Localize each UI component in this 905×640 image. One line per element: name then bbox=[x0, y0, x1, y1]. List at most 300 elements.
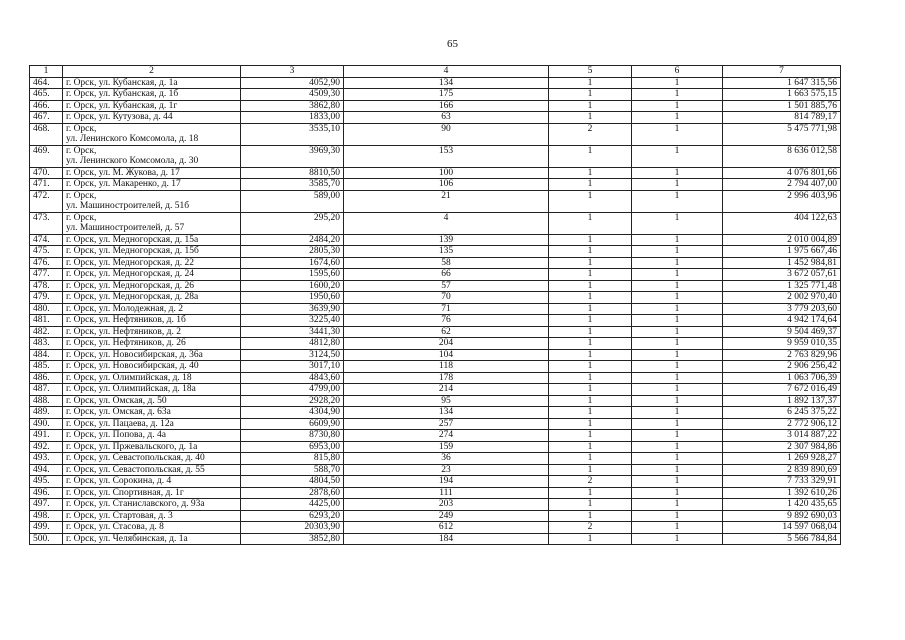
address-line: г. Орск, ул. Челябинская, д. 1а bbox=[66, 533, 188, 544]
col6-cell: 1 bbox=[632, 246, 723, 258]
col6-cell: 1 bbox=[632, 499, 723, 511]
col5-cell: 1 bbox=[549, 234, 632, 246]
address-line: г. Орск, ул. Спортивная, д. 1г bbox=[66, 487, 184, 498]
table-row bbox=[30, 315, 841, 327]
row-number: 488. bbox=[30, 395, 63, 407]
address-line: г. Орск, bbox=[66, 123, 97, 134]
address-cell bbox=[63, 418, 241, 430]
row-number: 466. bbox=[30, 100, 63, 112]
address-cell bbox=[63, 280, 241, 292]
address-line: г. Орск, ул. Новосибирская, д. 36а bbox=[66, 349, 203, 360]
address-cell bbox=[63, 441, 241, 453]
row-number: 464. bbox=[30, 77, 63, 89]
address-cell bbox=[63, 212, 241, 234]
col6-cell: 1 bbox=[632, 123, 723, 145]
amount-cell: 2 839 890,69 bbox=[723, 464, 841, 476]
row-number: 491. bbox=[30, 430, 63, 442]
col5-cell: 2 bbox=[549, 123, 632, 145]
address-line: г. Орск, ул. Пацаева, д. 12а bbox=[66, 418, 174, 429]
row-number: 483. bbox=[30, 338, 63, 350]
row-number: 477. bbox=[30, 269, 63, 281]
address-cell bbox=[63, 145, 241, 167]
table-row bbox=[30, 167, 841, 179]
address-line: г. Орск, ул. Медногорская, д. 15б bbox=[66, 246, 199, 256]
address-line: г. Орск, ул. Нефтяников, д. 26 bbox=[66, 338, 186, 348]
area-cell: 588,70 bbox=[241, 464, 344, 476]
table-row bbox=[30, 89, 841, 101]
col5-cell: 1 bbox=[549, 145, 632, 167]
column-header: 4 bbox=[344, 66, 549, 78]
col5-cell: 2 bbox=[549, 476, 632, 488]
column-header: 1 bbox=[30, 66, 63, 78]
col5-cell: 1 bbox=[549, 361, 632, 373]
table-row bbox=[30, 384, 841, 396]
row-number: 489. bbox=[30, 407, 63, 419]
count-cell: 134 bbox=[344, 77, 549, 89]
row-number: 490. bbox=[30, 418, 63, 430]
count-cell: 153 bbox=[344, 145, 549, 167]
address-cell bbox=[63, 315, 241, 327]
col5-cell: 1 bbox=[549, 212, 632, 234]
address-cell bbox=[63, 338, 241, 350]
address-line: ул. Машиностроителей, д. 51б bbox=[66, 201, 190, 211]
area-cell: 2928,20 bbox=[241, 395, 344, 407]
amount-cell: 7 733 329,91 bbox=[723, 476, 841, 488]
column-header: 7 bbox=[723, 66, 841, 78]
table-row bbox=[30, 510, 841, 522]
col5-cell: 1 bbox=[549, 179, 632, 191]
amount-cell: 4 076 801,66 bbox=[723, 167, 841, 179]
col5-cell: 1 bbox=[549, 464, 632, 476]
area-cell: 2805,30 bbox=[241, 246, 344, 258]
column-header: 6 bbox=[632, 66, 723, 78]
address-line: г. Орск, ул. Нефтяников, д. 1б bbox=[66, 315, 186, 325]
area-cell: 3225,40 bbox=[241, 315, 344, 327]
row-number: 497. bbox=[30, 499, 63, 511]
table-row bbox=[30, 77, 841, 89]
area-cell: 3852,80 bbox=[241, 533, 344, 545]
address-cell bbox=[63, 361, 241, 373]
col6-cell: 1 bbox=[632, 349, 723, 361]
col6-cell: 1 bbox=[632, 384, 723, 396]
col5-cell: 1 bbox=[549, 100, 632, 112]
count-cell: 274 bbox=[344, 430, 549, 442]
amount-cell: 1 452 984,81 bbox=[723, 257, 841, 269]
count-cell: 36 bbox=[344, 453, 549, 465]
table-row bbox=[30, 145, 841, 167]
count-cell: 70 bbox=[344, 292, 549, 304]
row-number: 500. bbox=[30, 533, 63, 545]
amount-cell: 8 636 012,58 bbox=[723, 145, 841, 167]
area-cell: 3585,70 bbox=[241, 179, 344, 191]
amount-cell: 1 325 771,48 bbox=[723, 280, 841, 292]
area-cell: 4799,00 bbox=[241, 384, 344, 396]
col6-cell: 1 bbox=[632, 430, 723, 442]
address-line: г. Орск, ул. Севастопольская, д. 55 bbox=[66, 464, 205, 475]
col5-cell: 1 bbox=[549, 499, 632, 511]
area-cell: 3862,80 bbox=[241, 100, 344, 112]
address-cell bbox=[63, 384, 241, 396]
col5-cell: 1 bbox=[549, 453, 632, 465]
col6-cell: 1 bbox=[632, 338, 723, 350]
count-cell: 257 bbox=[344, 418, 549, 430]
address-line: г. Орск, ул. Медногорская, д. 24 bbox=[66, 269, 194, 279]
row-number: 499. bbox=[30, 522, 63, 534]
column-header: 2 bbox=[63, 66, 241, 78]
row-number: 471. bbox=[30, 179, 63, 191]
table-row bbox=[30, 179, 841, 191]
table-row bbox=[30, 499, 841, 511]
amount-cell: 2 772 906,12 bbox=[723, 418, 841, 430]
row-number: 492. bbox=[30, 441, 63, 453]
row-number: 493. bbox=[30, 453, 63, 465]
area-cell: 4509,30 bbox=[241, 89, 344, 101]
row-number: 469. bbox=[30, 145, 63, 167]
row-number: 495. bbox=[30, 476, 63, 488]
address-cell bbox=[63, 522, 241, 534]
address-cell bbox=[63, 112, 241, 124]
col5-cell: 1 bbox=[549, 510, 632, 522]
col6-cell: 1 bbox=[632, 441, 723, 453]
col5-cell: 1 bbox=[549, 246, 632, 258]
row-number: 465. bbox=[30, 89, 63, 101]
area-cell: 6293,20 bbox=[241, 510, 344, 522]
row-number: 481. bbox=[30, 315, 63, 327]
address-line: г. Орск, ул. Сорокина, д. 4 bbox=[66, 476, 172, 486]
table-row bbox=[30, 395, 841, 407]
count-cell: 166 bbox=[344, 100, 549, 112]
area-cell: 4843,60 bbox=[241, 372, 344, 384]
table-row bbox=[30, 464, 841, 476]
count-cell: 106 bbox=[344, 179, 549, 191]
col5-cell: 1 bbox=[549, 292, 632, 304]
count-cell: 214 bbox=[344, 384, 549, 396]
table-row bbox=[30, 430, 841, 442]
address-cell bbox=[63, 89, 241, 101]
col5-cell: 1 bbox=[549, 303, 632, 315]
col6-cell: 1 bbox=[632, 212, 723, 234]
row-number: 496. bbox=[30, 487, 63, 499]
address-cell bbox=[63, 326, 241, 338]
col6-cell: 1 bbox=[632, 280, 723, 292]
area-cell: 6953,00 bbox=[241, 441, 344, 453]
address-line: г. Орск, ул. Попова, д. 4а bbox=[66, 430, 166, 440]
col6-cell: 1 bbox=[632, 453, 723, 465]
col5-cell: 1 bbox=[549, 112, 632, 124]
amount-cell: 2 307 984,86 bbox=[723, 441, 841, 453]
row-number: 474. bbox=[30, 234, 63, 246]
count-cell: 58 bbox=[344, 257, 549, 269]
row-number: 486. bbox=[30, 372, 63, 384]
amount-cell: 3 779 203,60 bbox=[723, 303, 841, 315]
area-cell: 295,20 bbox=[241, 212, 344, 234]
table-row bbox=[30, 292, 841, 304]
address-line: г. Орск, bbox=[66, 145, 97, 156]
area-cell: 6609,90 bbox=[241, 418, 344, 430]
area-cell: 4052,90 bbox=[241, 77, 344, 89]
area-cell: 8730,80 bbox=[241, 430, 344, 442]
amount-cell: 1 975 667,46 bbox=[723, 246, 841, 258]
table-row bbox=[30, 487, 841, 499]
amount-cell: 1 501 885,76 bbox=[723, 100, 841, 112]
address-cell bbox=[63, 167, 241, 179]
col6-cell: 1 bbox=[632, 361, 723, 373]
area-cell: 3639,90 bbox=[241, 303, 344, 315]
address-line: г. Орск, ул. Олимпийская, д. 18 bbox=[66, 372, 192, 383]
row-number: 468. bbox=[30, 123, 63, 145]
area-cell: 4812,80 bbox=[241, 338, 344, 350]
address-line: г. Орск, ул. Медногорская, д. 22 bbox=[66, 257, 194, 268]
address-cell bbox=[63, 510, 241, 522]
address-line: г. Орск, ул. Молодежная, д. 2 bbox=[66, 303, 184, 314]
address-cell bbox=[63, 430, 241, 442]
area-cell: 2878,60 bbox=[241, 487, 344, 499]
count-cell: 95 bbox=[344, 395, 549, 407]
address-cell bbox=[63, 190, 241, 212]
area-cell: 4304,90 bbox=[241, 407, 344, 419]
amount-cell: 814 789,17 bbox=[723, 112, 841, 124]
count-cell: 4 bbox=[344, 212, 549, 234]
address-line: г. Орск, bbox=[66, 212, 97, 223]
area-cell: 4804,50 bbox=[241, 476, 344, 488]
address-line: г. Орск, ул. Омская, д. 63а bbox=[66, 407, 171, 417]
col6-cell: 1 bbox=[632, 100, 723, 112]
area-cell: 3969,30 bbox=[241, 145, 344, 167]
header-row bbox=[30, 66, 841, 78]
table-row bbox=[30, 112, 841, 124]
row-number: 498. bbox=[30, 510, 63, 522]
table-row bbox=[30, 476, 841, 488]
col6-cell: 1 bbox=[632, 395, 723, 407]
count-cell: 194 bbox=[344, 476, 549, 488]
count-cell: 612 bbox=[344, 522, 549, 534]
address-cell bbox=[63, 499, 241, 511]
col6-cell: 1 bbox=[632, 292, 723, 304]
col6-cell: 1 bbox=[632, 372, 723, 384]
table-row bbox=[30, 280, 841, 292]
row-number: 472. bbox=[30, 190, 63, 212]
area-cell: 589,00 bbox=[241, 190, 344, 212]
address-cell bbox=[63, 487, 241, 499]
address-cell bbox=[63, 303, 241, 315]
address-line: г. Орск, bbox=[66, 190, 97, 201]
table-row bbox=[30, 246, 841, 258]
amount-cell: 1 663 575,15 bbox=[723, 89, 841, 101]
col6-cell: 1 bbox=[632, 418, 723, 430]
table-row bbox=[30, 418, 841, 430]
column-header: 5 bbox=[549, 66, 632, 78]
amount-cell: 5 566 784,84 bbox=[723, 533, 841, 545]
col6-cell: 1 bbox=[632, 464, 723, 476]
address-line: г. Орск, ул. Стартовая, д. 3 bbox=[66, 510, 173, 521]
row-number: 485. bbox=[30, 361, 63, 373]
amount-cell: 1 392 610,26 bbox=[723, 487, 841, 499]
address-line: г. Орск, ул. Медногорская, д. 28а bbox=[66, 292, 199, 302]
count-cell: 118 bbox=[344, 361, 549, 373]
count-cell: 71 bbox=[344, 303, 549, 315]
area-cell: 2484,20 bbox=[241, 234, 344, 246]
address-cell bbox=[63, 407, 241, 419]
address-line: г. Орск, ул. Медногорская, д. 26 bbox=[66, 280, 194, 291]
col5-cell: 1 bbox=[549, 418, 632, 430]
amount-cell: 2 763 829,96 bbox=[723, 349, 841, 361]
col5-cell: 1 bbox=[549, 349, 632, 361]
count-cell: 178 bbox=[344, 372, 549, 384]
address-cell bbox=[63, 77, 241, 89]
amount-cell: 404 122,63 bbox=[723, 212, 841, 234]
col6-cell: 1 bbox=[632, 487, 723, 499]
table-row bbox=[30, 407, 841, 419]
row-number: 484. bbox=[30, 349, 63, 361]
table-row bbox=[30, 361, 841, 373]
table-row bbox=[30, 269, 841, 281]
table-row bbox=[30, 453, 841, 465]
row-number: 476. bbox=[30, 257, 63, 269]
row-number: 487. bbox=[30, 384, 63, 396]
area-cell: 3124,50 bbox=[241, 349, 344, 361]
address-line: г. Орск, ул. М. Жукова, д. 17 bbox=[66, 167, 180, 178]
col6-cell: 1 bbox=[632, 112, 723, 124]
table-row bbox=[30, 372, 841, 384]
amount-cell: 1 892 137,37 bbox=[723, 395, 841, 407]
count-cell: 62 bbox=[344, 326, 549, 338]
count-cell: 104 bbox=[344, 349, 549, 361]
table-row bbox=[30, 234, 841, 246]
count-cell: 135 bbox=[344, 246, 549, 258]
address-line: г. Орск, ул. Макаренко, д. 17 bbox=[66, 179, 181, 189]
page-number: 65 bbox=[447, 38, 458, 50]
address-cell bbox=[63, 453, 241, 465]
area-cell: 1950,60 bbox=[241, 292, 344, 304]
count-cell: 139 bbox=[344, 234, 549, 246]
area-cell: 8810,50 bbox=[241, 167, 344, 179]
address-line: г. Орск, ул. Кубанская, д. 1г bbox=[66, 100, 178, 111]
address-line: ул. Машиностроителей, д. 57 bbox=[66, 223, 185, 233]
count-cell: 23 bbox=[344, 464, 549, 476]
address-line: ул. Ленинского Комсомола, д. 30 bbox=[66, 156, 199, 166]
col5-cell: 1 bbox=[549, 338, 632, 350]
amount-cell: 7 672 016,49 bbox=[723, 384, 841, 396]
amount-cell: 14 597 068,04 bbox=[723, 522, 841, 534]
count-cell: 203 bbox=[344, 499, 549, 511]
amount-cell: 3 672 057,61 bbox=[723, 269, 841, 281]
col6-cell: 1 bbox=[632, 257, 723, 269]
col5-cell: 1 bbox=[549, 533, 632, 545]
col5-cell: 1 bbox=[549, 326, 632, 338]
amount-cell: 2 906 256,42 bbox=[723, 361, 841, 373]
address-line: г. Орск, ул. Олимпийская, д. 18а bbox=[66, 384, 196, 394]
col5-cell: 1 bbox=[549, 487, 632, 499]
count-cell: 249 bbox=[344, 510, 549, 522]
col5-cell: 1 bbox=[549, 257, 632, 269]
row-number: 494. bbox=[30, 464, 63, 476]
area-cell: 20303,90 bbox=[241, 522, 344, 534]
address-cell bbox=[63, 123, 241, 145]
amount-cell: 6 245 375,22 bbox=[723, 407, 841, 419]
amount-cell: 2 010 004,89 bbox=[723, 234, 841, 246]
col5-cell: 1 bbox=[549, 190, 632, 212]
address-cell bbox=[63, 179, 241, 191]
col6-cell: 1 bbox=[632, 179, 723, 191]
col6-cell: 1 bbox=[632, 167, 723, 179]
address-cell bbox=[63, 100, 241, 112]
table-row bbox=[30, 123, 841, 145]
amount-cell: 5 475 771,98 bbox=[723, 123, 841, 145]
amount-cell: 9 504 469,37 bbox=[723, 326, 841, 338]
address-cell bbox=[63, 395, 241, 407]
col6-cell: 1 bbox=[632, 315, 723, 327]
housing-table bbox=[29, 65, 841, 545]
count-cell: 66 bbox=[344, 269, 549, 281]
amount-cell: 1 420 435,65 bbox=[723, 499, 841, 511]
col6-cell: 1 bbox=[632, 510, 723, 522]
area-cell: 4425,00 bbox=[241, 499, 344, 511]
count-cell: 21 bbox=[344, 190, 549, 212]
address-cell bbox=[63, 257, 241, 269]
col6-cell: 1 bbox=[632, 303, 723, 315]
address-line: г. Орск, ул. Кутузова, д. 44 bbox=[66, 112, 173, 122]
table-row bbox=[30, 522, 841, 534]
address-cell bbox=[63, 234, 241, 246]
col5-cell: 1 bbox=[549, 430, 632, 442]
col6-cell: 1 bbox=[632, 533, 723, 545]
address-line: г. Орск, ул. Медногорская, д. 15а bbox=[66, 234, 199, 245]
count-cell: 134 bbox=[344, 407, 549, 419]
table-row bbox=[30, 349, 841, 361]
address-line: ул. Ленинского Комсомола, д. 18 bbox=[66, 134, 199, 144]
table-row bbox=[30, 100, 841, 112]
row-number: 480. bbox=[30, 303, 63, 315]
col5-cell: 1 bbox=[549, 89, 632, 101]
row-number: 467. bbox=[30, 112, 63, 124]
col5-cell: 1 bbox=[549, 384, 632, 396]
area-cell: 1674,60 bbox=[241, 257, 344, 269]
amount-cell: 2 002 970,40 bbox=[723, 292, 841, 304]
row-number: 479. bbox=[30, 292, 63, 304]
table-row bbox=[30, 326, 841, 338]
address-cell bbox=[63, 464, 241, 476]
amount-cell: 2 794 407,00 bbox=[723, 179, 841, 191]
amount-cell: 3 014 887,22 bbox=[723, 430, 841, 442]
area-cell: 815,80 bbox=[241, 453, 344, 465]
area-cell: 1600,20 bbox=[241, 280, 344, 292]
amount-cell: 1 269 928,27 bbox=[723, 453, 841, 465]
address-line: г. Орск, ул. Станиславского, д. 93а bbox=[66, 499, 205, 509]
table-row bbox=[30, 190, 841, 212]
amount-cell: 1 063 706,39 bbox=[723, 372, 841, 384]
col6-cell: 1 bbox=[632, 234, 723, 246]
amount-cell: 4 942 174,64 bbox=[723, 315, 841, 327]
count-cell: 184 bbox=[344, 533, 549, 545]
address-line: г. Орск, ул. Пржевальского, д. 1а bbox=[66, 441, 198, 452]
count-cell: 111 bbox=[344, 487, 549, 499]
row-number: 475. bbox=[30, 246, 63, 258]
row-number: 478. bbox=[30, 280, 63, 292]
count-cell: 76 bbox=[344, 315, 549, 327]
count-cell: 63 bbox=[344, 112, 549, 124]
table-row bbox=[30, 257, 841, 269]
col6-cell: 1 bbox=[632, 407, 723, 419]
address-cell bbox=[63, 246, 241, 258]
column-header: 3 bbox=[241, 66, 344, 78]
table-row bbox=[30, 441, 841, 453]
count-cell: 175 bbox=[344, 89, 549, 101]
amount-cell: 9 959 010,35 bbox=[723, 338, 841, 350]
address-cell bbox=[63, 372, 241, 384]
count-cell: 204 bbox=[344, 338, 549, 350]
count-cell: 100 bbox=[344, 167, 549, 179]
address-line: г. Орск, ул. Стасова, д. 8 bbox=[66, 522, 164, 532]
